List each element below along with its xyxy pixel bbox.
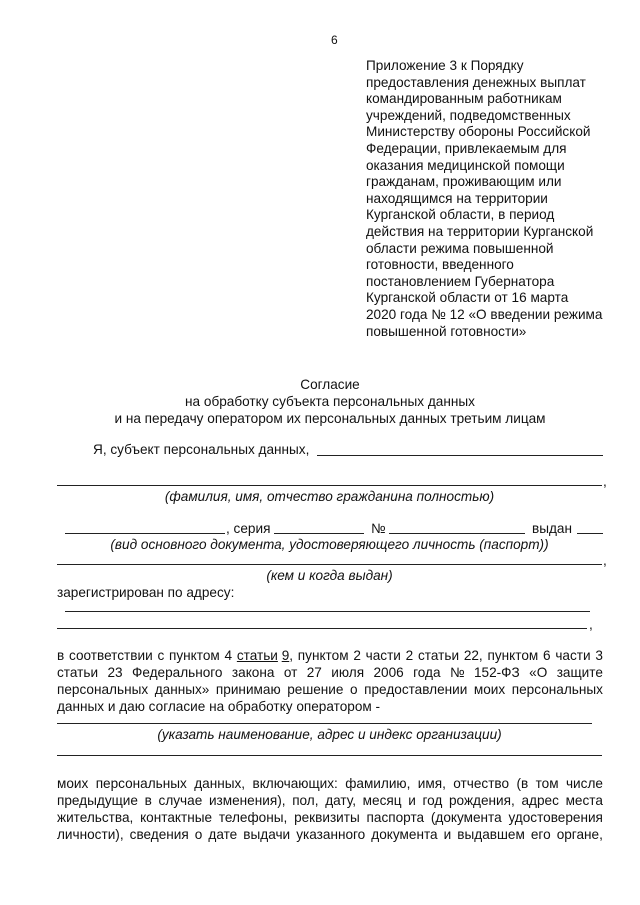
appendix-line: постановлением Губернатора xyxy=(366,273,555,289)
issued-by-hint: (кем и когда выдан) xyxy=(266,568,393,583)
consent-word: 152-ФЗ xyxy=(473,665,520,680)
appendix-line: готовности, введенного xyxy=(366,257,514,273)
comma: , xyxy=(603,474,607,489)
data-word: изменения), xyxy=(208,793,286,808)
title-line-1: Согласие xyxy=(300,377,360,392)
appendix-line: предоставления денежных выплат xyxy=(366,74,586,90)
title-line-2: на обработку субъекта персональных данных xyxy=(185,394,475,409)
data-word: сведения xyxy=(129,827,189,842)
consent-word: закона xyxy=(231,665,275,680)
appendix-line: 2020 года № 12 «О введении режима xyxy=(366,306,603,322)
consent-word: данных» xyxy=(154,682,210,697)
issued-by-field[interactable] xyxy=(57,564,602,565)
document-type-field[interactable] xyxy=(65,533,225,534)
data-word: его xyxy=(530,827,551,842)
consent-word: 27 xyxy=(306,665,322,680)
fio-hint: (фамилия, имя, отчество гражданина полностью) xyxy=(164,489,495,504)
data-word: (в xyxy=(516,776,529,791)
data-line-2 xyxy=(57,792,603,809)
data-word: реквизиты xyxy=(294,810,360,825)
subject-label: Я, субъект персональных данных, xyxy=(93,442,310,457)
consent-word: пунктом xyxy=(297,648,349,663)
consent-word: о xyxy=(350,682,358,697)
consent-word: 23 xyxy=(107,665,123,680)
data-word: места xyxy=(565,793,603,808)
consent-word: от xyxy=(283,665,298,680)
data-word: имя, xyxy=(417,776,446,791)
comma-2: , xyxy=(603,553,607,568)
registered-label: зарегистрирован по адресу: xyxy=(57,585,235,600)
data-word: органе, xyxy=(556,827,603,842)
data-word: дату, xyxy=(325,793,356,808)
consent-line-4: данных и даю согласие на обработку оператором - xyxy=(57,699,381,714)
data-word: рождения, xyxy=(449,793,515,808)
data-word: год xyxy=(422,793,443,808)
title-line-3: и на передачу оператором их персональных данных третьим лицам xyxy=(114,411,546,426)
consent-word: с xyxy=(157,648,165,663)
appendix-line: действия на территории Курганской xyxy=(366,223,594,239)
data-word: удостоверения xyxy=(508,810,603,825)
comma-3: , xyxy=(589,617,593,632)
consent-word: 6 xyxy=(543,648,551,663)
data-word: предыдущие xyxy=(57,793,138,808)
consent-word: моих xyxy=(473,682,506,697)
appendix-line: оказания медицинской помощи xyxy=(366,157,565,173)
consent-word: защите xyxy=(556,665,603,680)
consent-word: № xyxy=(449,665,465,680)
consent-word: пунктом xyxy=(169,648,220,663)
appendix-line: области режима повышенной xyxy=(366,240,554,256)
consent-word: статьи xyxy=(57,665,99,680)
consent-word: персональных xyxy=(511,682,603,697)
data-word: документа xyxy=(371,827,438,842)
data-word: числе xyxy=(565,776,603,791)
appendix-line: командированным работникам xyxy=(366,91,562,107)
number-field[interactable] xyxy=(389,533,525,534)
consent-word: 2 xyxy=(405,648,414,663)
document-hint: (вид основного документа, удостоверяющего личность (паспорт)) xyxy=(110,537,549,552)
data-word: и xyxy=(443,827,452,842)
consent-word: года xyxy=(413,665,441,680)
data-word: жительства, xyxy=(57,810,134,825)
data-word: указанного xyxy=(296,827,366,842)
issued-label: выдан xyxy=(532,521,572,536)
series-field[interactable] xyxy=(274,533,364,534)
appendix-line: повышенной готовности» xyxy=(366,323,527,339)
data-word: моих xyxy=(57,776,89,791)
data-word: том xyxy=(535,776,559,791)
statute-link[interactable]: статьи 9, xyxy=(236,648,294,663)
consent-word: «О xyxy=(529,665,548,680)
consent-word: предоставлении xyxy=(364,682,468,697)
data-word: дате xyxy=(208,827,238,842)
data-word: персональных xyxy=(95,776,187,791)
consent-word: в xyxy=(57,648,65,663)
consent-word: июля xyxy=(331,665,365,680)
data-word: данных, xyxy=(194,776,246,791)
series-label: , серия xyxy=(226,521,271,536)
consent-word: части xyxy=(365,648,401,663)
data-word: (документа xyxy=(430,810,502,825)
consent-word: 22, xyxy=(463,648,483,663)
consent-word: персональных xyxy=(57,682,149,697)
appendix-line: Министерству обороны Российской xyxy=(366,124,591,140)
data-word: адрес xyxy=(521,793,559,808)
subject-name-field-continued[interactable] xyxy=(57,485,602,486)
appendix-line: находящимся на территории xyxy=(366,190,548,206)
address-field[interactable] xyxy=(65,611,590,612)
data-word: отчество xyxy=(453,776,510,791)
data-line-1 xyxy=(57,775,603,792)
consent-word: 2006 xyxy=(373,665,404,680)
consent-word: части xyxy=(555,648,591,663)
consent-word: принимаю xyxy=(215,682,281,697)
operator-hint: (указать наименование, адрес и индекс организации) xyxy=(157,727,502,742)
subject-name-field[interactable] xyxy=(317,455,603,456)
data-word: случае xyxy=(158,793,203,808)
consent-word: статьи xyxy=(418,648,460,663)
data-word: фамилию, xyxy=(345,776,411,791)
number-label: № xyxy=(371,521,386,536)
address-field-continued[interactable] xyxy=(57,628,587,629)
operator-field-continued[interactable] xyxy=(57,755,602,756)
consent-word: пунктом xyxy=(487,648,539,663)
consent-word: Федерального xyxy=(131,665,223,680)
data-line-4 xyxy=(57,826,603,843)
appendix-line: Федерации, привлекаемым для xyxy=(366,140,567,156)
appendix-block xyxy=(366,58,602,340)
data-word: о xyxy=(194,827,203,842)
page-number: 6 xyxy=(331,33,338,47)
data-word: включающих: xyxy=(252,776,338,791)
data-word: контактные xyxy=(140,810,213,825)
consent-line-1 xyxy=(57,647,603,664)
data-word: личности), xyxy=(57,827,124,842)
data-word: пол, xyxy=(292,793,319,808)
data-line-3 xyxy=(57,809,603,826)
data-word: выдавшем xyxy=(457,827,525,842)
appendix-line: гражданам, проживающим или xyxy=(366,174,562,190)
consent-word: соответствии xyxy=(69,648,153,663)
consent-word: решение xyxy=(287,682,344,697)
issued-field[interactable] xyxy=(577,533,603,534)
data-word: телефоны, xyxy=(218,810,288,825)
appendix-line: учреждений, подведомственных xyxy=(366,107,571,123)
consent-word: 2 xyxy=(353,648,361,663)
data-word: паспорта xyxy=(366,810,425,825)
consent-word: 3 xyxy=(595,648,603,663)
appendix-line: Приложение 3 к Порядку xyxy=(366,58,524,73)
appendix-line: Курганской области, в период xyxy=(366,207,555,223)
data-word: в xyxy=(144,793,152,808)
operator-field[interactable] xyxy=(57,723,592,724)
consent-line-3 xyxy=(57,681,603,698)
appendix-line: Курганской области от 16 марта xyxy=(366,290,569,306)
consent-line-2 xyxy=(57,664,603,681)
data-word: месяц xyxy=(362,793,402,808)
consent-word: 4 xyxy=(224,648,233,663)
data-word: и xyxy=(408,793,416,808)
data-word: выдачи xyxy=(243,827,291,842)
